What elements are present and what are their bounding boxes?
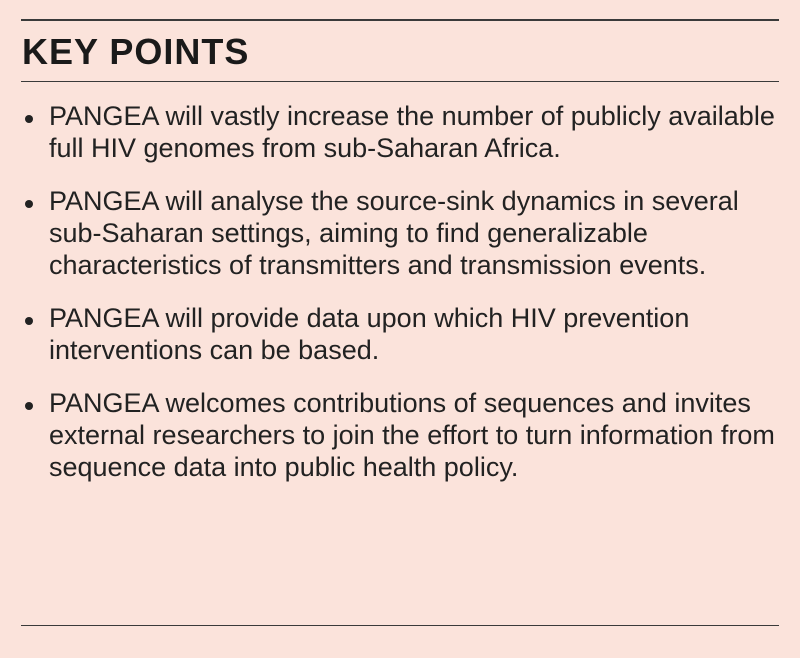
bottom-rule [21, 625, 779, 626]
key-points-list [22, 100, 782, 504]
top-rule [21, 19, 779, 21]
key-point-item [22, 387, 782, 483]
bullet-icon [25, 402, 33, 410]
title-underline-rule [21, 81, 779, 82]
key-point-text: PANGEA will provide data upon which HIV prevention interventions can be based. [49, 303, 690, 365]
key-point-text: PANGEA welcomes contributions of sequences and invites external researchers to join the effort to turn information from sequence data into public health policy. [49, 388, 775, 482]
bullet-icon [25, 115, 33, 123]
key-point-item [22, 302, 782, 366]
key-points-title: KEY POINTS [22, 31, 250, 72]
key-point-text: PANGEA will analyse the source-sink dynamics in several sub-Saharan settings, aiming to find generalizable characteristics of transmitters and transmission events. [49, 186, 739, 280]
key-point-text: PANGEA will vastly increase the number of publicly available full HIV genomes from sub-Saharan Africa. [49, 101, 775, 163]
key-point-item [22, 100, 782, 164]
bullet-icon [25, 317, 33, 325]
bullet-icon [25, 200, 33, 208]
key-point-item [22, 185, 782, 281]
